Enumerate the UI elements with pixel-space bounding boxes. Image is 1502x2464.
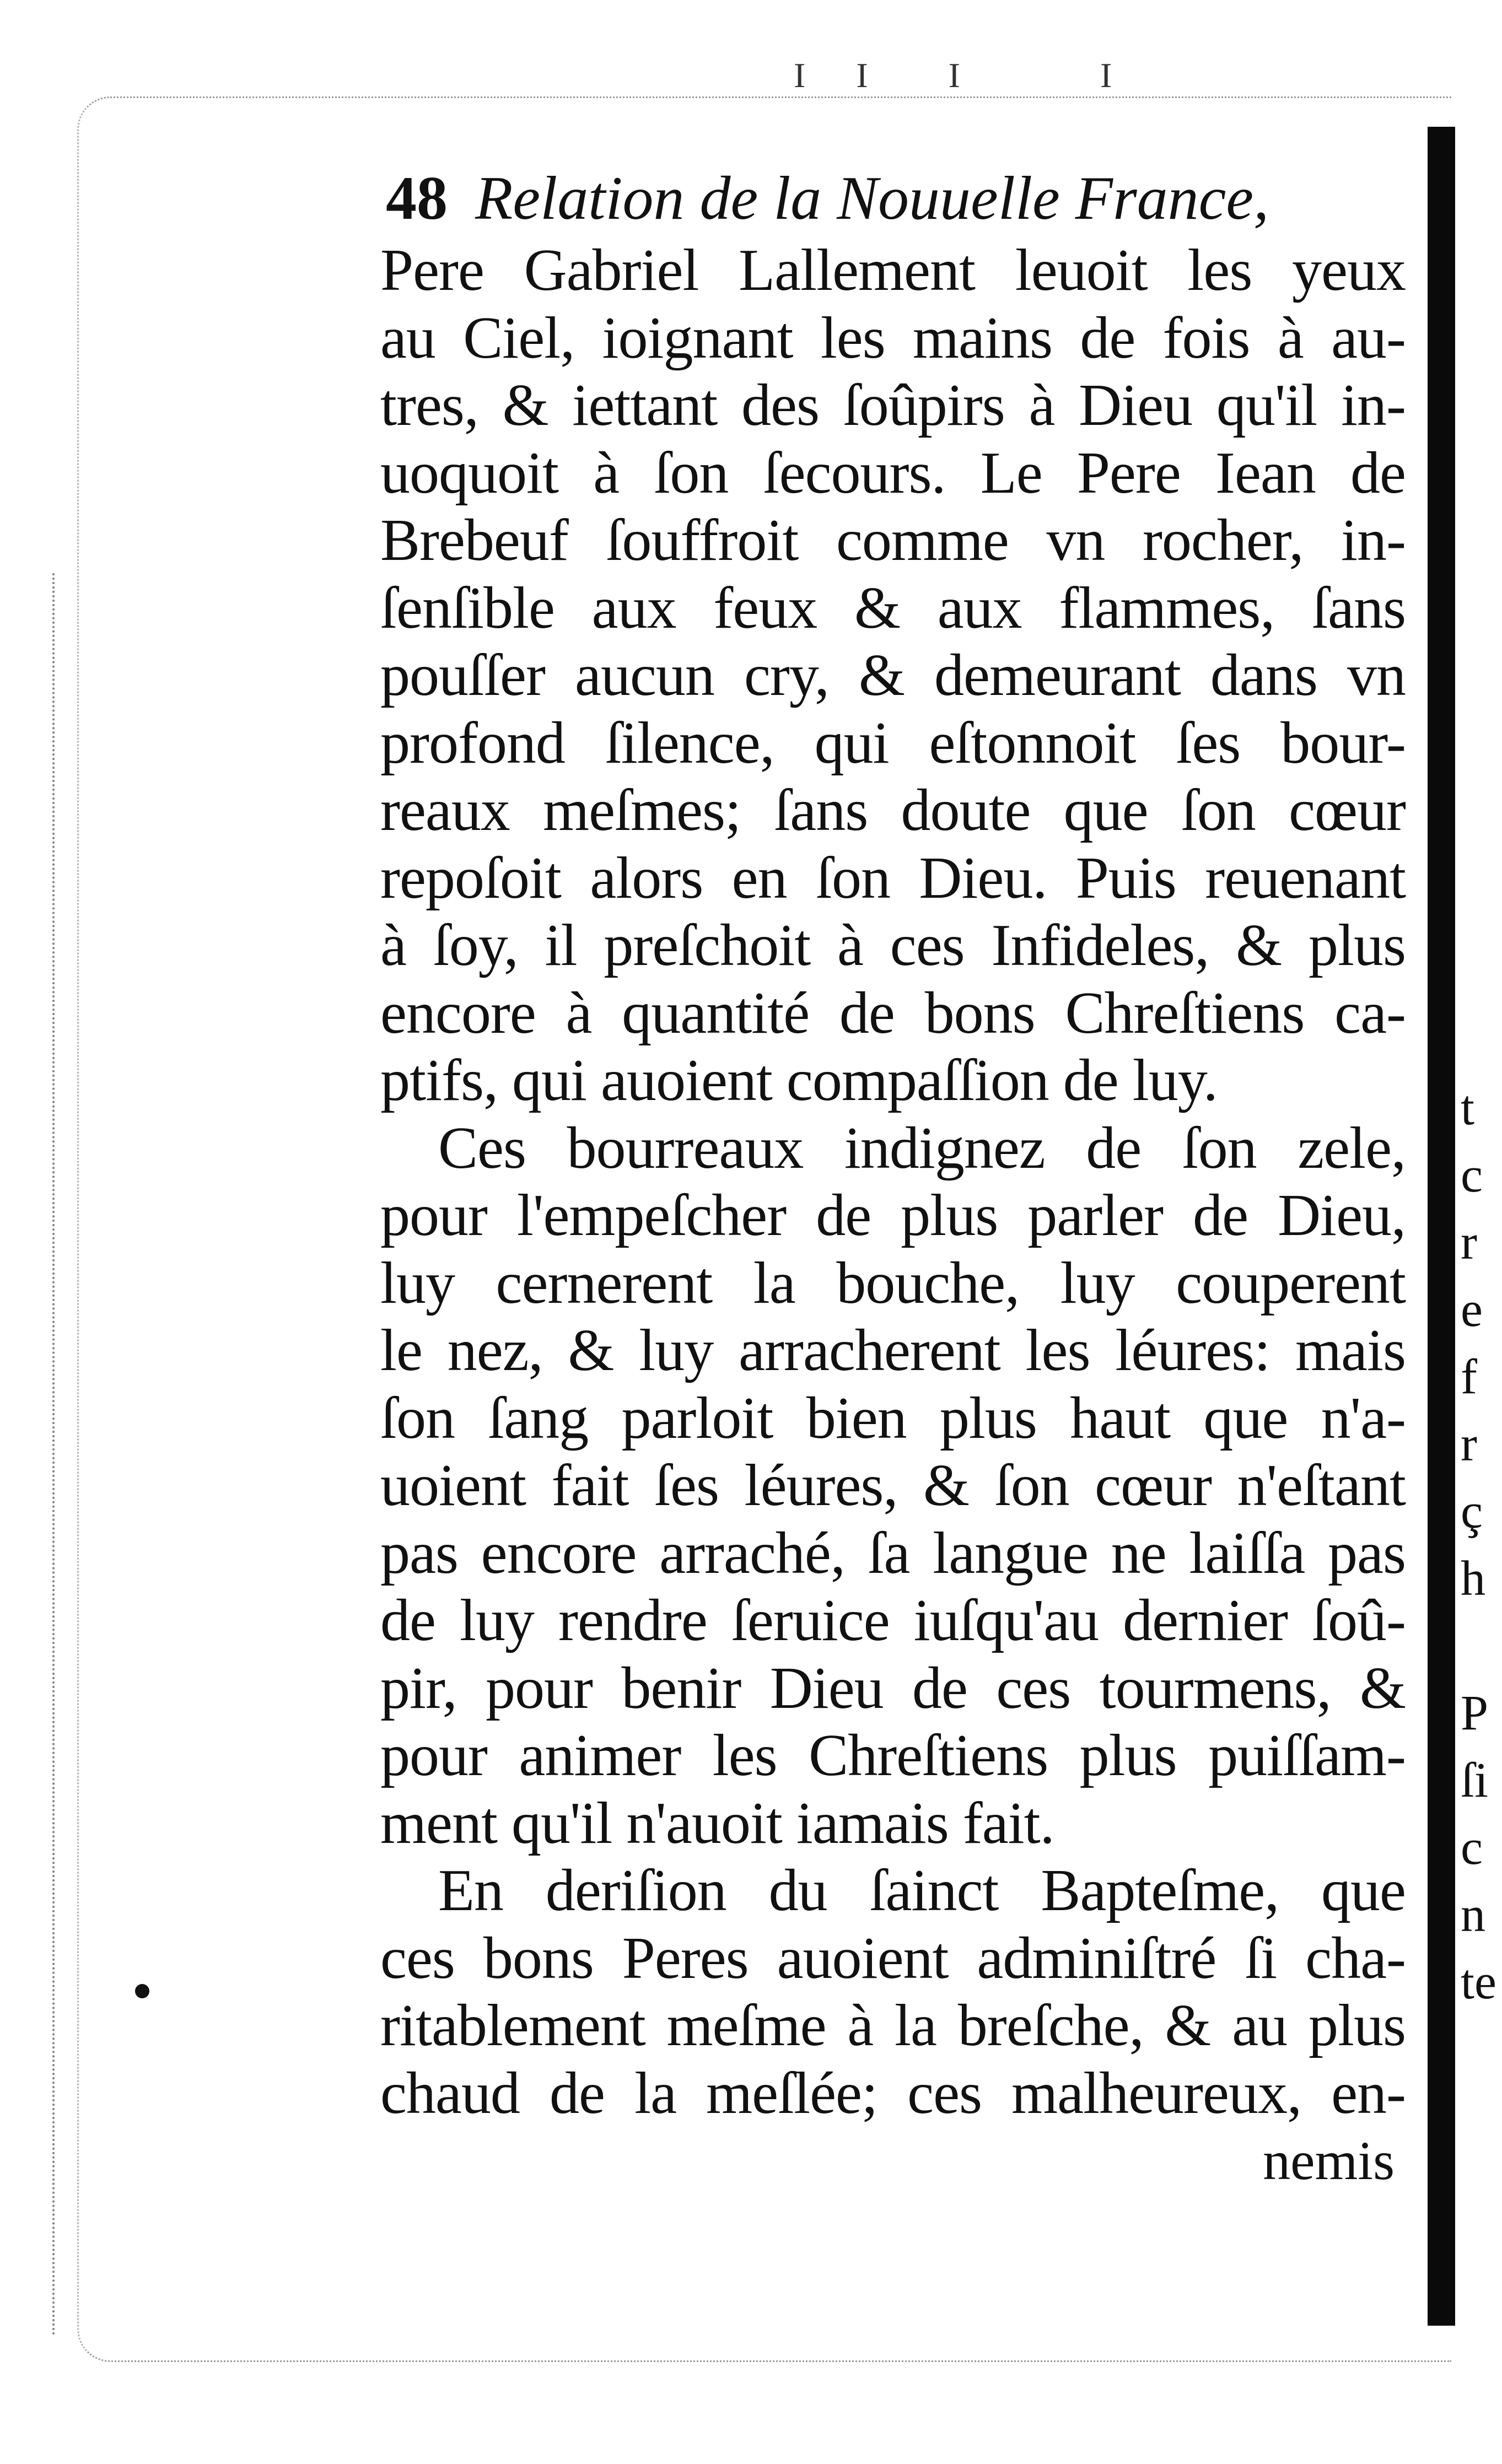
text-line: au Ciel, ioignant les mains de fois à au- (380, 305, 1406, 371)
text-line: uoient fait ſes léures, & ſon cœur n'eſtant (380, 1453, 1406, 1518)
left-edge-marks (52, 573, 77, 2337)
facing-page-fragment: r (1461, 1215, 1477, 1270)
text-line: pour animer les Chreſtiens plus puiſſam- (380, 1723, 1406, 1788)
text-line: pas encore arraché, ſa langue ne laiſſa pas (380, 1520, 1406, 1586)
text-line: ment qu'il n'auoit iamais fait. (380, 1790, 1054, 1856)
text-line: encore à quantité de bons Chreſtiens ca- (380, 980, 1406, 1046)
facing-page-fragment: c (1461, 1148, 1483, 1203)
text-line: uoquoit à ſon ſecours. Le Pere Iean de (380, 440, 1406, 506)
facing-page-fragment: f (1461, 1350, 1477, 1404)
paragraph-3 (380, 1857, 1406, 2127)
text-line: chaud de la meſlée; ces malheureux, en- (380, 2060, 1406, 2126)
gutter-shadow (1428, 127, 1455, 2326)
text-line: ptifs, qui auoient compaſſion de luy. (380, 1048, 1218, 1113)
facing-page-fragment: P (1461, 1686, 1489, 1740)
text-line: Pere Gabriel Lallement leuoit les yeux (380, 238, 1406, 303)
text-line: ſenſible aux feux & aux flammes, ſans (380, 575, 1406, 641)
running-head (386, 160, 1406, 237)
facing-page-fragment: e (1461, 1282, 1483, 1337)
text-line: repoſoit alors en ſon Dieu. Puis reuenant (380, 845, 1406, 911)
paragraph-1 (380, 237, 1406, 1115)
text-line: pir, pour benir Dieu de ces tourmens, & (380, 1655, 1406, 1721)
text-line: profond ſilence, qui eſtonnoit ſes bour- (380, 710, 1406, 776)
text-line: pour l'empeſcher de plus parler de Dieu, (380, 1183, 1406, 1248)
paragraph-2 (380, 1115, 1406, 1858)
ink-dot (135, 1984, 149, 1998)
text-line: reaux meſmes; ſans doute que ſon cœur (380, 778, 1406, 843)
text-line: luy cernerent la bouche, luy couperent (380, 1250, 1406, 1316)
text-line: Brebeuf ſouffroit comme vn rocher, in- (380, 508, 1406, 573)
page-number: 48 (386, 164, 448, 233)
text-line: Ces bourreaux indignez de ſon zele, (438, 1115, 1406, 1181)
text-line: de luy rendre ſeruice iuſqu'au dernier ſoû- (380, 1588, 1406, 1653)
text-line: pouſſer aucun cry, & demeurant dans vn (380, 643, 1406, 708)
text-line: le nez, & luy arracherent les léures: mais (380, 1318, 1406, 1383)
text-line: En deriſion du ſainct Bapteſme, que (438, 1858, 1406, 1923)
facing-page-fragment: r (1461, 1417, 1477, 1471)
facing-page-fragment: t (1461, 1081, 1475, 1135)
facing-page-fragment: c (1461, 1820, 1483, 1875)
top-edge-marks: I I I I (794, 56, 1133, 95)
facing-page-fragment: ç (1461, 1484, 1483, 1539)
running-head-title: Relation de la Nouuelle France, (475, 164, 1269, 233)
facing-page-edge (1461, 1075, 1502, 2016)
facing-page-fragment: n (1461, 1888, 1485, 1942)
page-text (380, 160, 1406, 2195)
facing-page-fragment (1461, 1613, 1502, 1680)
text-line: ſon ſang parloit bien plus haut que n'a- (380, 1385, 1406, 1451)
text-line: tres, & iettant des ſoûpirs à Dieu qu'il in- (380, 373, 1406, 438)
facing-page-fragment: ſi (1461, 1753, 1489, 1808)
facing-page-fragment: te (1461, 1955, 1496, 2009)
facing-page-fragment: h (1461, 1551, 1485, 1606)
catchword: nemis (1263, 2130, 1395, 2191)
text-line: ritablement meſme à la breſche, & au plus (380, 1993, 1406, 2058)
text-line: à ſoy, il preſchoit à ces Infideles, & plus (380, 913, 1406, 978)
text-line: ces bons Peres auoient adminiſtré ſi cha- (380, 1925, 1406, 1991)
